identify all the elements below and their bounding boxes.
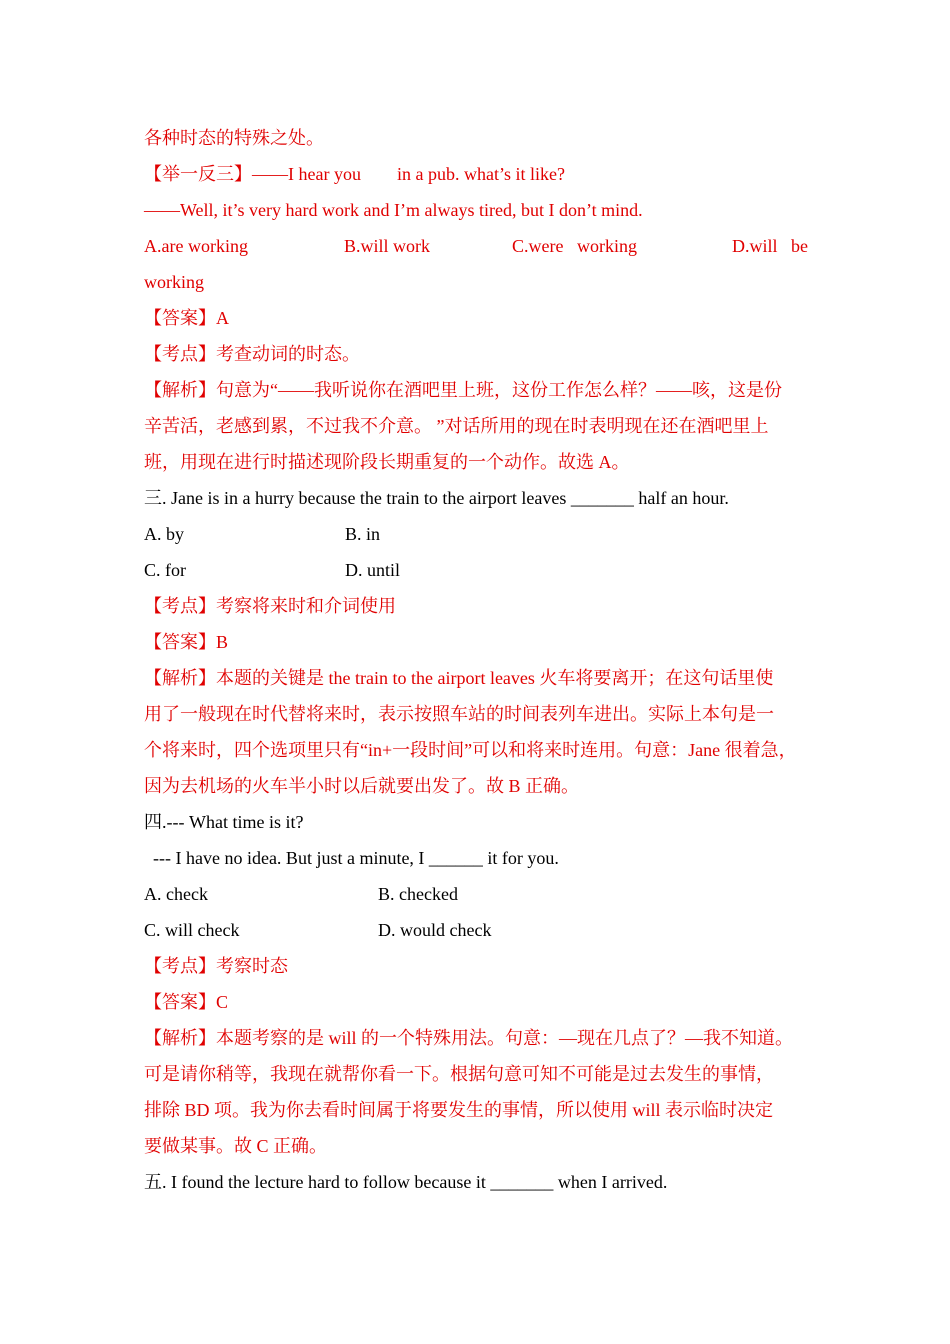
q4-answer: 【答案】C bbox=[144, 992, 229, 1012]
q3-analysis-line-1: 【解析】本题的关键是 the train to the airport leaves 火车将要离开；在这句话里使 bbox=[144, 668, 774, 688]
q4-analysis-line-4: 要做某事。故 C 正确。 bbox=[144, 1136, 328, 1156]
practice-option-b: B.will work bbox=[344, 236, 431, 256]
q3-option-d: D. until bbox=[345, 560, 401, 580]
practice-answer: 【答案】A bbox=[144, 308, 229, 328]
page-content bbox=[144, 120, 808, 1200]
q3-analysis-line-2: 用了一般现在时代替将来时，表示按照车站的时间表列车进出。实际上本句是一 bbox=[144, 704, 774, 724]
q4-analysis-line-2: 可是请你稍等，我现在就帮你看一下。根据句意可知不可能是过去发生的事情， bbox=[144, 1064, 774, 1084]
intro-tail-line: 各种时态的特殊之处。 bbox=[144, 128, 324, 148]
q4-option-c: C. will check bbox=[144, 920, 240, 940]
q3-analysis-line-4: 因为去机场的火车半小时以后就要出发了。故 B 正确。 bbox=[144, 776, 580, 796]
practice-analysis-line-3: 班，用现在进行时描述现阶段长期重复的一个动作。故选 A。 bbox=[144, 452, 630, 472]
q3-options-row-2 bbox=[144, 552, 808, 588]
q3-answer: 【答案】B bbox=[144, 632, 229, 652]
practice-point: 【考点】考查动词的时态。 bbox=[144, 344, 360, 364]
practice-question-line-1: 【举一反三】——I hear you in a pub. what’s it like? bbox=[144, 164, 565, 184]
q4-stem-line-2: --- I have no idea. But just a minute, I ______ it for you. bbox=[144, 848, 559, 868]
q4-option-a: A. check bbox=[144, 884, 208, 904]
q3-option-c: C. for bbox=[144, 560, 186, 580]
practice-question-line-2: ——Well, it’s very hard work and I’m always tired, but I don’t mind. bbox=[144, 200, 643, 220]
q3-option-b: B. in bbox=[345, 524, 381, 544]
practice-option-c: C.were working bbox=[512, 236, 637, 256]
practice-option-wrap: working bbox=[144, 272, 204, 292]
practice-analysis-line-2: 辛苦活，老感到累，不过我不介意。 ”对话所用的现在时表明现在还在酒吧里上 bbox=[144, 416, 769, 436]
q4-point: 【考点】考察时态 bbox=[144, 956, 288, 976]
q4-analysis-line-3: 排除 BD 项。我为你去看时间属于将要发生的事情，所以使用 will 表示临时决定 bbox=[144, 1100, 774, 1120]
practice-option-a: A.are working bbox=[144, 236, 248, 256]
q5-stem: 五. I found the lecture hard to follow because it _______ when I arrived. bbox=[144, 1172, 668, 1192]
q3-analysis-line-3: 个将来时，四个选项里只有“in+一段时间”可以和将来时连用。句意：Jane 很着急， bbox=[144, 740, 797, 760]
q4-options-row-2 bbox=[144, 912, 808, 948]
q3-point: 【考点】考察将来时和介词使用 bbox=[144, 596, 396, 616]
practice-options-row bbox=[144, 228, 808, 264]
q3-option-a: A. by bbox=[144, 524, 184, 544]
q4-options-row-1 bbox=[144, 876, 808, 912]
q4-stem-line-1: 四.--- What time is it? bbox=[144, 812, 304, 832]
q3-stem: 三. Jane is in a hurry because the train to the airport leaves _______ half an hour. bbox=[144, 488, 729, 508]
practice-option-d: D.will be bbox=[732, 236, 808, 256]
q4-option-b: B. checked bbox=[378, 884, 458, 904]
q4-option-d: D. would check bbox=[378, 920, 492, 940]
q3-options-row-1 bbox=[144, 516, 808, 552]
practice-analysis-line-1: 【解析】句意为“——我听说你在酒吧里上班，这份工作怎么样？——咳，这是份 bbox=[144, 380, 782, 400]
q4-analysis-line-1: 【解析】本题考察的是 will 的一个特殊用法。句意：—现在几点了？—我不知道。 bbox=[144, 1028, 793, 1048]
